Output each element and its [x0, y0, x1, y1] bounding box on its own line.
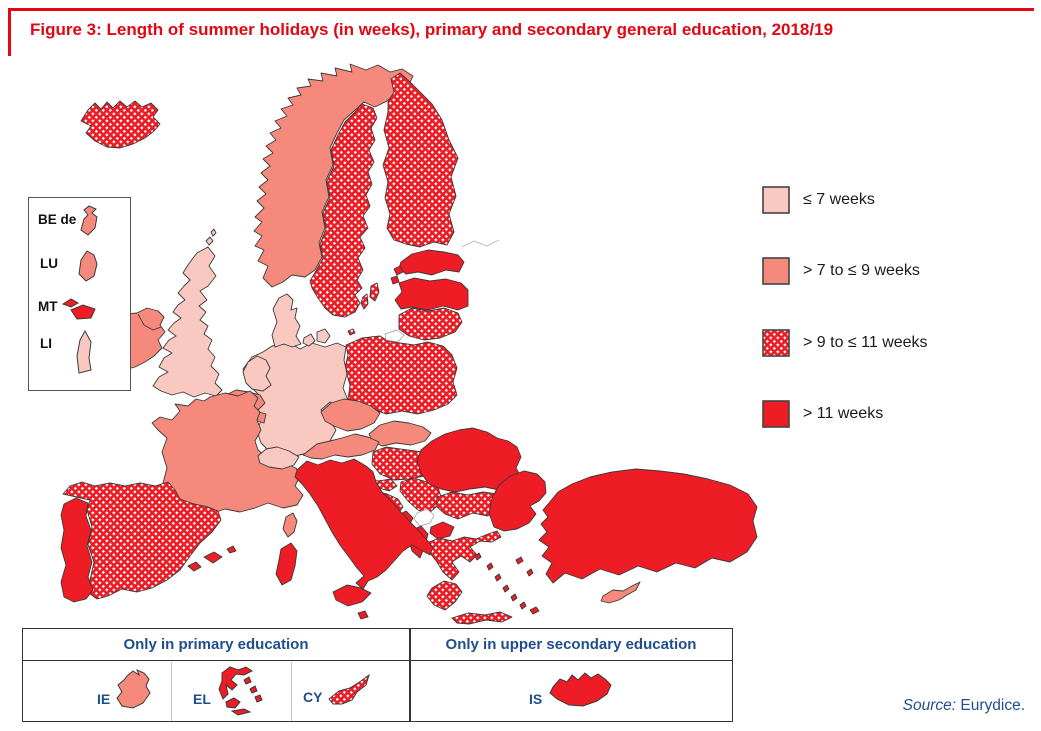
country-estonia [399, 250, 464, 275]
country-cyprus [601, 582, 640, 603]
table-divider-light-1 [171, 662, 172, 721]
island-gotland [370, 283, 379, 301]
table-label-ie: IE [97, 691, 111, 707]
country-lithuania [399, 308, 462, 340]
region-peloponnese [427, 581, 462, 610]
country-iceland [81, 101, 160, 148]
country-finland [383, 73, 458, 247]
table-shape-cy [325, 673, 373, 715]
table-header-primary: Only in primary education [23, 629, 409, 661]
inset-label-mt: MT [38, 299, 58, 314]
country-denmark [272, 294, 301, 347]
coastline-russia [462, 240, 499, 247]
exceptions-table [22, 628, 733, 722]
island-shetland [206, 237, 213, 245]
island-sardinia [276, 543, 297, 585]
island-shetland-2 [211, 229, 216, 236]
country-turkey [539, 469, 757, 583]
legend-label-gt7le9: > 7 to ≤ 9 weeks [803, 262, 920, 279]
legend-item-gt11 [762, 400, 883, 428]
region-kaliningrad [385, 330, 404, 342]
legend-swatch-gt11 [762, 400, 790, 428]
source-note [903, 697, 1025, 715]
source-text: Eurydice. [956, 697, 1025, 714]
legend-item-gt7le9 [762, 257, 920, 285]
legend-label-le7: ≤ 7 weeks [803, 191, 875, 208]
island-hiiumaa [391, 276, 399, 284]
island-corsica [283, 513, 297, 537]
legend-swatch-le7 [762, 186, 790, 214]
table-entry-el [193, 663, 268, 717]
table-label-el: EL [193, 691, 211, 707]
inset-shape-mt [59, 294, 103, 328]
inset-label-lu: LU [40, 256, 58, 271]
island-sicily [333, 585, 371, 606]
table-label-is: IS [529, 691, 543, 707]
table-shape-ie [113, 667, 155, 717]
island-zealand [317, 329, 330, 343]
inset-shape-li [71, 328, 97, 382]
island-crete [452, 612, 512, 624]
table-entry-cy [303, 673, 373, 715]
table-entry-ie [97, 667, 155, 717]
source-prefix: Source: [902, 697, 957, 714]
legend-label-gt11: > 11 weeks [803, 405, 884, 422]
country-north-macedonia [430, 522, 454, 539]
inset-shape-be-de [73, 204, 103, 248]
country-latvia [395, 278, 468, 310]
country-netherlands [243, 356, 271, 391]
country-greece [427, 531, 501, 580]
inset-label-be-de: BE de [38, 212, 77, 227]
country-united-kingdom [153, 247, 222, 397]
aegean-islands [475, 553, 539, 614]
legend-swatch-gt7le9 [762, 257, 790, 285]
legend-label-gt9le11: > 9 to ≤ 11 weeks [803, 334, 928, 351]
inset-shape-lu [73, 248, 101, 290]
figure-title: Figure 3: Length of summer holidays (in weeks), primary and secondary general education, 2018/19 [30, 20, 834, 39]
table-divider [409, 629, 411, 721]
table-header-upper-secondary: Only in upper secondary education [410, 629, 732, 661]
island-oland [361, 294, 368, 309]
table-shape-is [545, 665, 615, 717]
table-divider-light-2 [291, 662, 292, 721]
table-label-cy: CY [303, 689, 323, 705]
table-shape-el [214, 663, 268, 717]
table-entry-is [529, 665, 615, 717]
island-malta [358, 611, 368, 619]
legend-item-le7 [762, 186, 875, 214]
legend-item-gt9le11 [762, 329, 928, 357]
legend-swatch-gt9le11 [762, 329, 790, 357]
inset-box [28, 197, 131, 391]
island-bornholm [348, 329, 355, 335]
inset-label-li: LI [40, 336, 52, 351]
